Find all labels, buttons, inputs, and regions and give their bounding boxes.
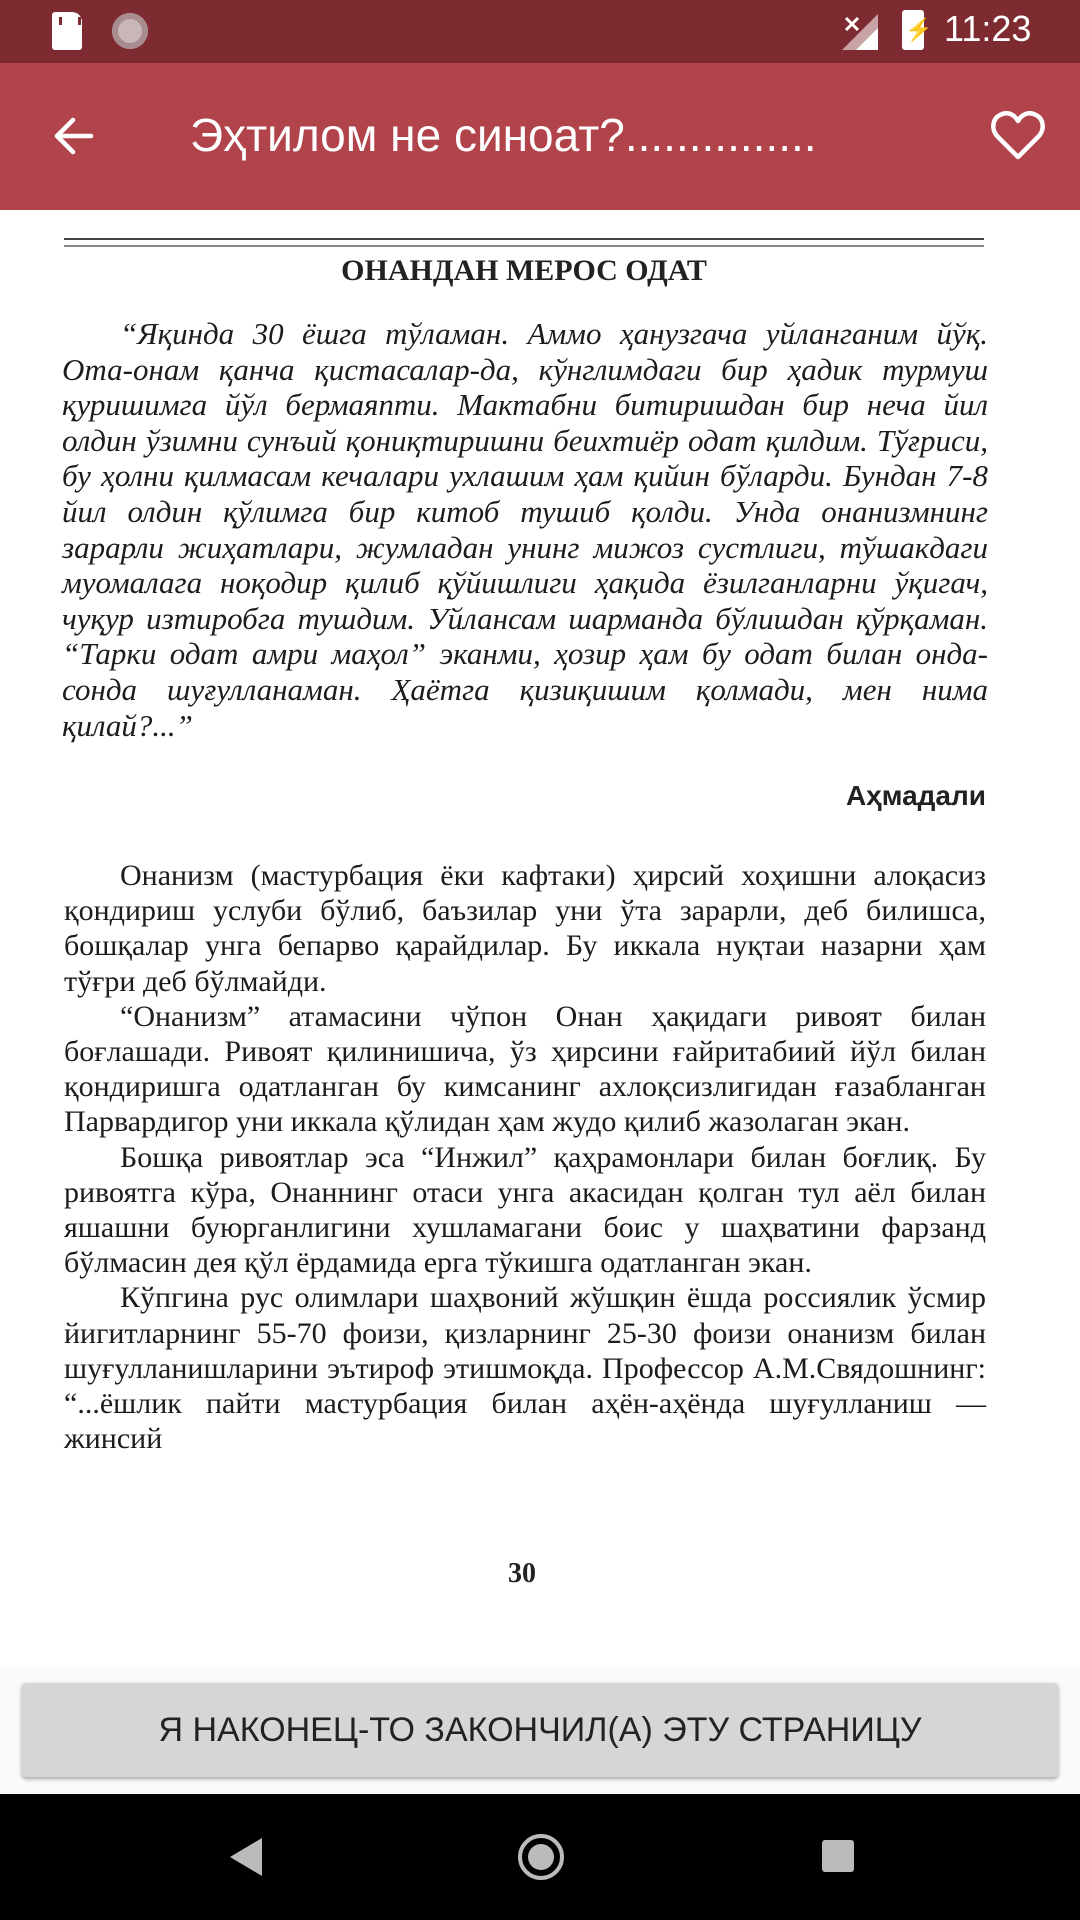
nav-recents-icon[interactable] — [822, 1840, 854, 1872]
body-text — [64, 858, 986, 1456]
top-rule — [64, 238, 984, 247]
no-signal-icon — [842, 14, 878, 50]
finish-page-button[interactable]: Я НАКОНЕЦ-ТО ЗАКОНЧИЛ(А) ЭТУ СТРАНИЦУ — [22, 1683, 1058, 1777]
battery-charging-icon — [902, 10, 924, 50]
arrow-left-icon — [51, 114, 95, 158]
page-number: 30 — [508, 1558, 536, 1589]
navigation-bar — [0, 1794, 1080, 1920]
favorite-button[interactable] — [985, 103, 1051, 169]
paragraph: Бошқа ривоятлар эса “Инжил” қаҳрамонлари билан боғлиқ. Бу ривоятга кўра, Онаннинг отаси унга акасидан қолган тул аёл билан яшашни буюрганлигини хушламагани боис у шаҳватини фарзанд бўлмасин дея қўл ёрдамида ерга тўкишга одатланган экан. — [64, 1140, 986, 1280]
book-page-image — [0, 210, 1080, 1668]
paragraph: Онанизм (мастурбация ёки кафтаки) ҳирсий хоҳишни алоқасиз қондириш услуби бўлиб, баъзилар уни ўта зарарли, деб билишса, бошқалар унга бепарво қарайдилар. Бу иккала нуқтаи назарни ҳам тўғри деб бўлмайди. — [64, 859, 986, 998]
back-button[interactable] — [40, 103, 106, 169]
sync-icon — [112, 13, 148, 49]
page-title: Эҳтилом не синоат?............... — [190, 109, 817, 161]
nav-back-icon[interactable] — [226, 1836, 266, 1878]
paragraph: Кўпгина рус олимлари шаҳвоний жўшқин ёшда россиялик ўсмир йигитларнинг 55-70 фоизи, қизларнинг 25-30 фоизи онанизм билан шуғулланишларини эътироф этишмоқда. Профессор А.М.Свядошнинг: “...ёшлик пайти мастурбация билан аҳён-аҳёнда шуғулланиш — жинсий — [64, 1281, 986, 1456]
status-bar — [0, 0, 1080, 63]
quote-text: “Яқинда 30 ёшга тўламан. Аммо ҳанузгача уйланганим йўқ. Ота-онам қанча қистасалар-да, кўнглимдаги бир ҳадик турмуш қуришимга йўл бермаяпти. Мактабни битиришдан бир неча йил олдин ўзимни сунъий қониқтиришни беихтиёр одат қилдим. Тўғриси, бу ҳолни қилмасам кечалари ухлашим ҳам қийин бўларди. Бундан 7-8 йил олдин қўлимга бир китоб тушиб қолди. Унда онанизмнинг зарарли жиҳатлари, жумладан унинг мижоз сустлиги, тўшакдаги муомалага ноқодир қилиб қўйишлиги ҳақида ёзилганларни ўқигач, чуқур изтиробга тушдим. Уйлансам шарманда бўлишдан қўрқаман. “Тарки одат амри маҳол” эканми, ҳозир ҳам бу одат билан онда-сонда шуғулланаман. Ҳаётга қизиқишим қолмади, мен нима қилай?...” — [62, 316, 988, 743]
status-time: 11:23 — [944, 8, 1032, 49]
paragraph: “Онанизм” атамасини чўпон Онан ҳақидаги ривоят билан боғлашади. Ривоят қилинишича, ўз ҳирсини ғайритабиий йўл билан қондиришга одатланган бу кимсанинг ахлоқсизлигидан ғазабланган Парвардигор уни иккала қўлидан ҳам жудо қилиб жазолаган экан. — [64, 999, 986, 1139]
page-heading: ОНАНДАН МЕРОС ОДАТ — [341, 254, 707, 287]
app-bar — [0, 63, 1080, 210]
heart-outline-icon — [991, 111, 1045, 161]
nav-home-icon[interactable] — [516, 1832, 566, 1882]
sd-card-icon — [52, 12, 82, 50]
quote-block — [62, 316, 988, 743]
quote-author: Аҳмадали — [845, 780, 986, 811]
